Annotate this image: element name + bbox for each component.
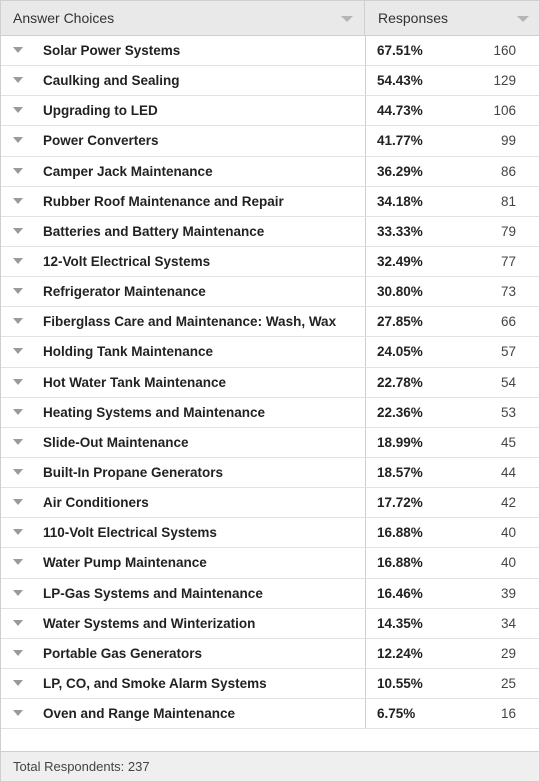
response-percentage: 54.43% <box>377 73 423 89</box>
table-row[interactable] <box>1 609 539 639</box>
column-divider <box>365 157 366 186</box>
table-row[interactable] <box>1 579 539 609</box>
table-row[interactable] <box>1 126 539 156</box>
column-divider <box>365 187 366 216</box>
column-divider <box>365 458 366 487</box>
answer-choice-label: Built-In Propane Generators <box>43 464 224 480</box>
response-count: 81 <box>500 193 516 209</box>
response-percentage: 6.75% <box>377 706 416 722</box>
column-divider <box>365 96 366 125</box>
chevron-down-icon[interactable] <box>13 107 23 113</box>
response-count: 39 <box>500 585 516 601</box>
chevron-down-icon[interactable] <box>13 620 23 626</box>
answer-choice-label: LP, CO, and Smoke Alarm Systems <box>43 675 267 691</box>
column-divider <box>365 126 366 155</box>
response-count: 40 <box>500 525 516 541</box>
response-percentage: 41.77% <box>377 133 423 149</box>
answer-choice-label: Fiberglass Care and Maintenance: Wash, Wax <box>43 314 337 330</box>
response-count: 42 <box>500 495 516 511</box>
answer-choice-label: Caulking and Sealing <box>43 73 180 89</box>
chevron-down-icon[interactable] <box>13 439 23 445</box>
answer-choice-label: Water Pump Maintenance <box>43 555 207 571</box>
response-count: 44 <box>500 464 516 480</box>
response-count: 66 <box>500 314 516 330</box>
table-row[interactable] <box>1 337 539 367</box>
chevron-down-icon[interactable] <box>13 258 23 264</box>
table-row[interactable] <box>1 548 539 578</box>
column-divider <box>365 518 366 547</box>
table-row[interactable] <box>1 96 539 126</box>
column-divider <box>365 699 366 728</box>
table-row[interactable] <box>1 36 539 66</box>
answer-choice-label: Water Systems and Winterization <box>43 615 256 631</box>
response-percentage: 36.29% <box>377 163 423 179</box>
answer-choice-label: Rubber Roof Maintenance and Repair <box>43 193 284 209</box>
table-row[interactable] <box>1 398 539 428</box>
column-divider <box>365 217 366 246</box>
response-count: 79 <box>500 223 516 239</box>
total-respondents-label: Total Respondents: 237 <box>13 759 150 774</box>
chevron-down-icon[interactable] <box>13 469 23 475</box>
table-row[interactable] <box>1 639 539 669</box>
response-percentage: 18.99% <box>377 434 423 450</box>
chevron-down-icon[interactable] <box>13 348 23 354</box>
response-percentage: 32.49% <box>377 253 423 269</box>
answer-choice-label: Slide-Out Maintenance <box>43 434 189 450</box>
column-divider <box>365 488 366 517</box>
chevron-down-icon[interactable] <box>13 77 23 83</box>
column-divider <box>365 247 366 276</box>
answer-choice-label: Holding Tank Maintenance <box>43 344 214 360</box>
response-count: 45 <box>500 434 516 450</box>
table-header <box>1 1 539 36</box>
column-divider <box>365 669 366 698</box>
response-count: 73 <box>500 284 516 300</box>
column-divider <box>365 548 366 577</box>
response-percentage: 18.57% <box>377 464 423 480</box>
response-percentage: 17.72% <box>377 495 423 511</box>
chevron-down-icon[interactable] <box>341 16 353 22</box>
response-percentage: 22.36% <box>377 404 423 420</box>
chevron-down-icon[interactable] <box>13 590 23 596</box>
response-count: 29 <box>500 645 516 661</box>
response-percentage: 33.33% <box>377 223 423 239</box>
chevron-down-icon[interactable] <box>13 409 23 415</box>
chevron-down-icon[interactable] <box>13 650 23 656</box>
column-divider <box>365 609 366 638</box>
table-row[interactable] <box>1 247 539 277</box>
chevron-down-icon[interactable] <box>13 198 23 204</box>
table-row[interactable] <box>1 488 539 518</box>
chevron-down-icon[interactable] <box>13 47 23 53</box>
chevron-down-icon[interactable] <box>517 16 529 22</box>
chevron-down-icon[interactable] <box>13 680 23 686</box>
response-percentage: 30.80% <box>377 284 423 300</box>
response-count: 160 <box>493 43 516 58</box>
response-count: 34 <box>500 615 516 631</box>
answer-choice-label: Air Conditioners <box>43 495 149 511</box>
column-header-label: Responses <box>378 10 449 26</box>
response-count: 106 <box>493 103 516 119</box>
answer-choice-label: Camper Jack Maintenance <box>43 163 213 179</box>
chevron-down-icon[interactable] <box>13 529 23 535</box>
response-count: 99 <box>500 133 516 149</box>
answer-choice-label: Power Converters <box>43 133 159 149</box>
column-divider <box>365 337 366 366</box>
answer-choice-label: Portable Gas Generators <box>43 645 203 661</box>
response-percentage: 67.51% <box>377 43 423 58</box>
response-percentage: 27.85% <box>377 314 423 330</box>
column-divider <box>365 579 366 608</box>
table-row[interactable] <box>1 157 539 187</box>
chevron-down-icon[interactable] <box>13 228 23 234</box>
table-row[interactable] <box>1 458 539 488</box>
answer-choice-label: Heating Systems and Maintenance <box>43 404 266 420</box>
response-count: 57 <box>500 344 516 360</box>
table-row[interactable] <box>1 669 539 699</box>
chevron-down-icon[interactable] <box>13 168 23 174</box>
response-count: 54 <box>500 374 516 390</box>
table-row[interactable] <box>1 428 539 458</box>
table-row[interactable] <box>1 518 539 548</box>
answer-choice-label: 12-Volt Electrical Systems <box>43 253 211 269</box>
table-row[interactable] <box>1 217 539 247</box>
response-percentage: 16.88% <box>377 525 423 541</box>
answer-choice-label: 110-Volt Electrical Systems <box>43 525 217 541</box>
response-percentage: 10.55% <box>377 675 423 691</box>
chevron-down-icon[interactable] <box>13 379 23 385</box>
response-count: 16 <box>500 706 516 722</box>
column-divider <box>365 398 366 427</box>
response-percentage: 16.46% <box>377 585 423 601</box>
table-row[interactable] <box>1 277 539 307</box>
response-count: 40 <box>500 555 516 571</box>
response-count: 53 <box>500 404 516 420</box>
response-count: 129 <box>493 73 516 89</box>
table-body <box>1 36 539 729</box>
chevron-down-icon[interactable] <box>13 499 23 505</box>
column-divider <box>365 36 366 65</box>
chevron-down-icon[interactable] <box>13 559 23 565</box>
response-percentage: 22.78% <box>377 374 423 390</box>
chevron-down-icon[interactable] <box>13 318 23 324</box>
response-percentage: 14.35% <box>377 615 423 631</box>
answer-choice-label: LP-Gas Systems and Maintenance <box>43 585 263 601</box>
chevron-down-icon[interactable] <box>13 288 23 294</box>
answer-choice-label: Solar Power Systems <box>43 43 181 58</box>
column-header-answer-choices[interactable] <box>1 1 365 35</box>
response-count: 77 <box>500 253 516 269</box>
table-row[interactable] <box>1 368 539 398</box>
column-divider <box>365 368 366 397</box>
answer-choice-label: Hot Water Tank Maintenance <box>43 374 227 390</box>
column-divider <box>365 307 366 336</box>
answer-choice-label: Batteries and Battery Maintenance <box>43 223 265 239</box>
response-percentage: 34.18% <box>377 193 423 209</box>
column-header-responses[interactable] <box>365 1 539 35</box>
chevron-down-icon[interactable] <box>13 137 23 143</box>
answer-choice-label: Upgrading to LED <box>43 103 158 119</box>
table-row[interactable] <box>1 307 539 337</box>
column-divider <box>365 428 366 457</box>
column-divider <box>365 66 366 95</box>
answer-choice-label: Refrigerator Maintenance <box>43 284 206 300</box>
response-percentage: 12.24% <box>377 645 423 661</box>
response-percentage: 16.88% <box>377 555 423 571</box>
table-row[interactable] <box>1 187 539 217</box>
column-divider <box>365 639 366 668</box>
table-row[interactable] <box>1 66 539 96</box>
chevron-down-icon[interactable] <box>13 710 23 716</box>
table-row[interactable] <box>1 699 539 729</box>
response-percentage: 44.73% <box>377 103 423 119</box>
total-respondents <box>1 751 539 781</box>
response-percentage: 24.05% <box>377 344 423 360</box>
response-count: 25 <box>500 675 516 691</box>
answer-choice-label: Oven and Range Maintenance <box>43 706 236 722</box>
response-count: 86 <box>500 163 516 179</box>
column-header-label: Answer Choices <box>13 10 115 26</box>
column-divider <box>365 277 366 306</box>
